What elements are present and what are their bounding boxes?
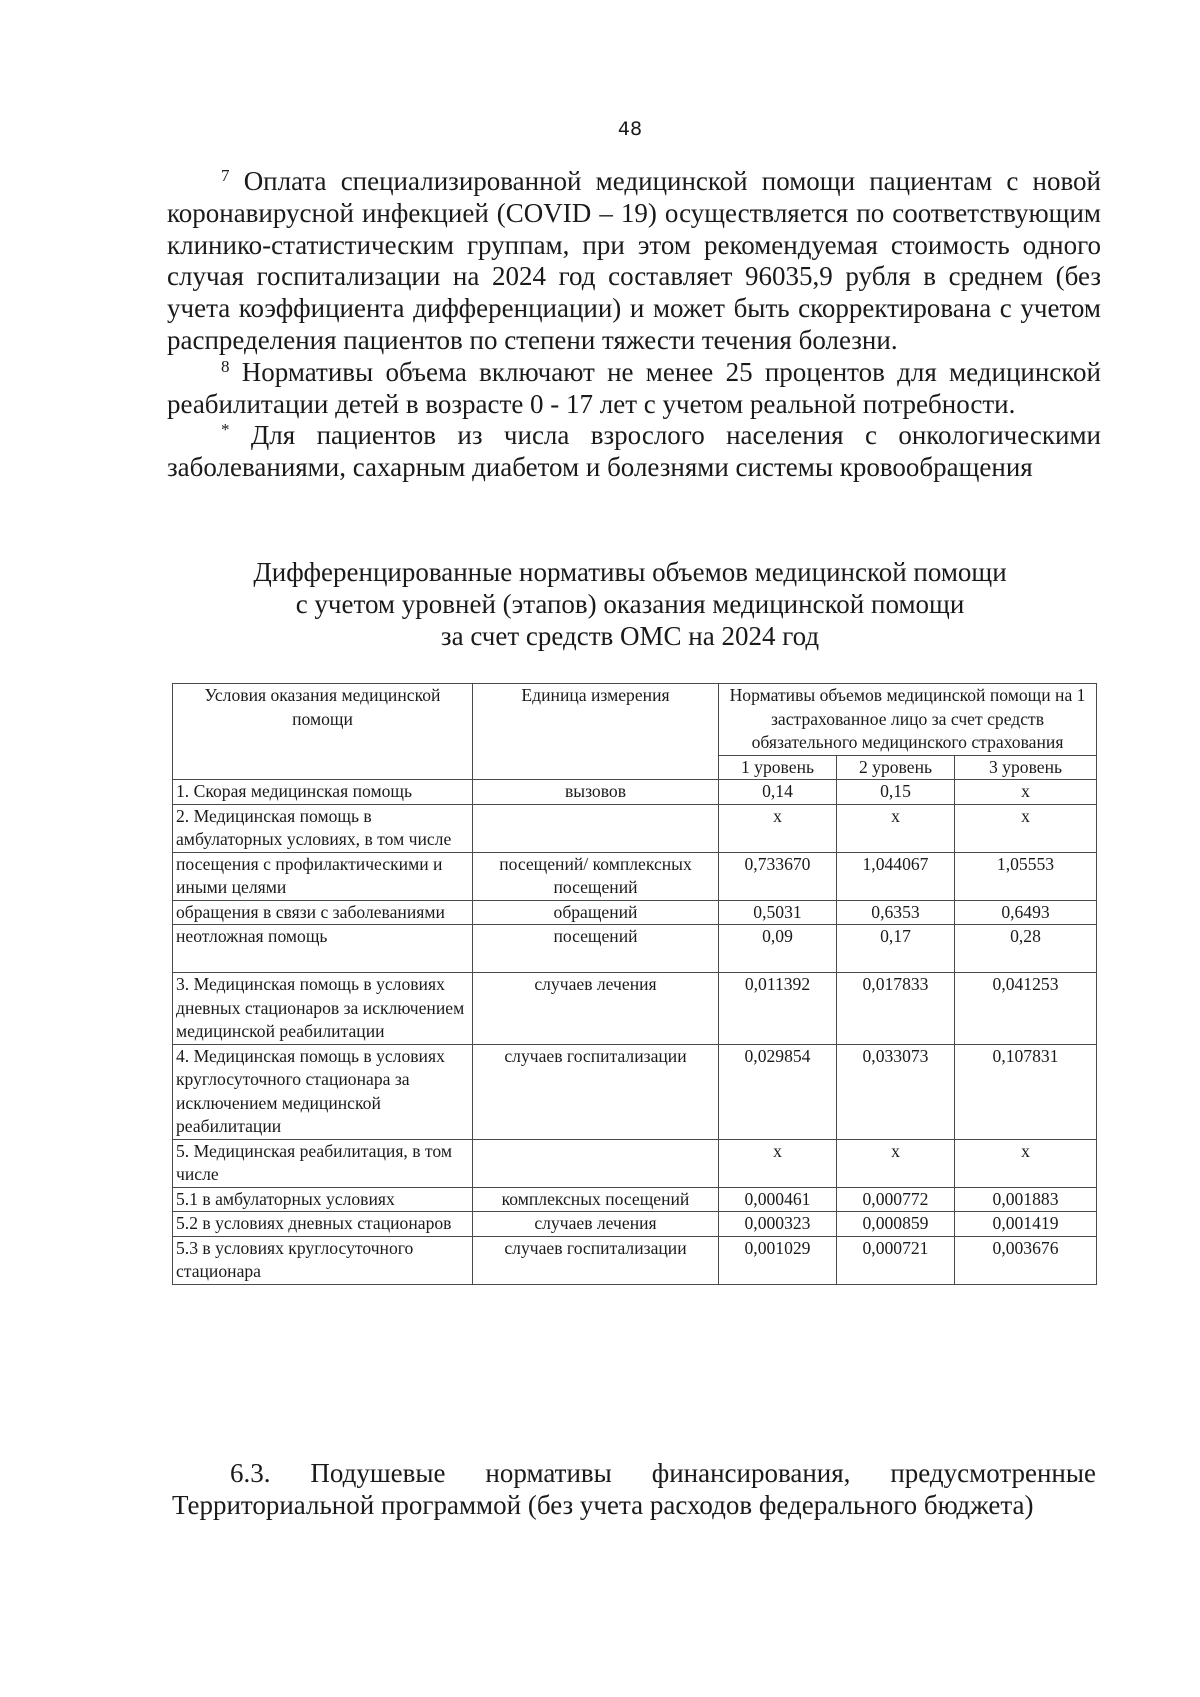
row-level-2: 0,017833 bbox=[837, 973, 955, 1045]
row-name: 1. Скорая медицинская помощь bbox=[173, 780, 473, 805]
row-level-3: х bbox=[955, 780, 1097, 805]
row-name: 5. Медицинская реабилитация, в том числе bbox=[173, 1139, 473, 1187]
row-level-2: 0,15 bbox=[837, 780, 955, 805]
table-row bbox=[173, 973, 1097, 1045]
caption-line: за счет средств ОМС на 2024 год bbox=[440, 621, 820, 651]
row-level-3: 1,05553 bbox=[955, 852, 1097, 900]
caption-line: с учетом уровней (этапов) оказания медицинской помощи bbox=[295, 589, 965, 619]
row-name: 5.1 в амбулаторных условиях bbox=[173, 1187, 473, 1212]
row-level-2: 0,000772 bbox=[837, 1187, 955, 1212]
table-caption bbox=[180, 556, 1080, 652]
row-level-1: 0,5031 bbox=[719, 900, 837, 925]
footnote-text: Нормативы объема включают не менее 25 процентов для медицинской реабилитации детей в возрасте 0 - 17 лет с учетом реальной потребности. bbox=[167, 356, 1101, 419]
footnote-text: Для пациентов из числа взрослого населения с онкологическими заболеваниями, сахарным диабетом и болезнями системы кровообращения bbox=[167, 420, 1102, 483]
row-level-1: 0,029854 bbox=[719, 1044, 837, 1139]
row-level-3: 0,001883 bbox=[955, 1187, 1097, 1212]
row-level-2: 0,033073 bbox=[837, 1044, 955, 1139]
table-row bbox=[173, 804, 1097, 852]
footnotes bbox=[167, 166, 1101, 484]
row-name: 2. Медицинская помощь в амбулаторных условиях, в том числе bbox=[173, 804, 473, 852]
row-unit: посещений bbox=[473, 925, 719, 973]
caption-line: Дифференцированные нормативы объемов медицинской помощи bbox=[253, 557, 1007, 587]
row-level-1: 0,000461 bbox=[719, 1187, 837, 1212]
heading-line: Территориальной программой (без учета расходов федерального бюджета) bbox=[172, 1489, 1034, 1520]
row-level-1: х bbox=[719, 804, 837, 852]
footnote-7 bbox=[167, 166, 1101, 357]
row-unit: случаев лечения bbox=[473, 973, 719, 1045]
header-norms: Нормативы объемов медицинской помощи на 1 застрахованное лицо за счет средств обязательного медицинского страхования bbox=[719, 684, 1097, 756]
row-name: неотложная помощь bbox=[173, 925, 473, 973]
row-level-1: 0,733670 bbox=[719, 852, 837, 900]
norms-table bbox=[172, 683, 1097, 1285]
row-level-3: х bbox=[955, 804, 1097, 852]
row-level-3: 0,28 bbox=[955, 925, 1097, 973]
row-unit bbox=[473, 1139, 719, 1187]
row-level-1: 0,09 bbox=[719, 925, 837, 973]
footnote-mark: 8 bbox=[221, 356, 230, 376]
footnote-text: Оплата специализированной медицинской помощи пациентам с новой коронавирусной инфекцией (COVID – 19) осуществляется по соответствующим клинико-статистическим группам, при этом рекомендуемая стоимость одного случая госпитализации на 2024 год составляет 96035,9 рубля в среднем (без учета коэффициента дифференциации) и может быть скорректирована с учетом распределения пациентов по степени тяжести течения болезни. bbox=[167, 166, 1102, 355]
row-name: 3. Медицинская помощь в условиях дневных стационаров за исключением медицинской реабилитации bbox=[173, 973, 473, 1045]
row-level-2: 0,6353 bbox=[837, 900, 955, 925]
row-level-2: 1,044067 bbox=[837, 852, 955, 900]
heading-line: 6.3. Подушевые нормативы финансирования, предусмотренные bbox=[230, 1458, 1096, 1488]
footnote-asterisk bbox=[167, 420, 1101, 484]
row-unit: случаев госпитализации bbox=[473, 1236, 719, 1284]
table-row bbox=[173, 1236, 1097, 1284]
row-level-1: 0,14 bbox=[719, 780, 837, 805]
footnote-mark: 7 bbox=[221, 166, 230, 185]
row-level-1: 0,000323 bbox=[719, 1212, 837, 1237]
page-number: 48 bbox=[617, 118, 643, 140]
row-level-2: х bbox=[837, 804, 955, 852]
table-row bbox=[173, 852, 1097, 900]
table-row bbox=[173, 925, 1097, 973]
row-level-2: х bbox=[837, 1139, 955, 1187]
row-level-3: 0,107831 bbox=[955, 1044, 1097, 1139]
table-row bbox=[173, 1139, 1097, 1187]
row-unit: посещений/ комплексных посещений bbox=[473, 852, 719, 900]
row-level-2: 0,000721 bbox=[837, 1236, 955, 1284]
table-row bbox=[173, 1187, 1097, 1212]
row-level-3: 0,041253 bbox=[955, 973, 1097, 1045]
row-level-3: 0,003676 bbox=[955, 1236, 1097, 1284]
section-heading-6-3 bbox=[172, 1458, 1096, 1521]
row-level-3: 0,001419 bbox=[955, 1212, 1097, 1237]
row-unit: случаев лечения bbox=[473, 1212, 719, 1237]
header-level-2: 2 уровень bbox=[837, 755, 955, 780]
row-unit: комплексных посещений bbox=[473, 1187, 719, 1212]
row-name: обращения в связи с заболеваниями bbox=[173, 900, 473, 925]
row-level-1: х bbox=[719, 1139, 837, 1187]
row-level-1: 0,001029 bbox=[719, 1236, 837, 1284]
row-level-3: 0,6493 bbox=[955, 900, 1097, 925]
table-row bbox=[173, 1212, 1097, 1237]
header-unit: Единица измерения bbox=[473, 684, 719, 780]
header-level-1: 1 уровень bbox=[719, 755, 837, 780]
header-conditions: Условия оказания медицинской помощи bbox=[173, 684, 473, 780]
row-unit: случаев госпитализации bbox=[473, 1044, 719, 1139]
row-level-1: 0,011392 bbox=[719, 973, 837, 1045]
footnote-mark: * bbox=[221, 420, 230, 440]
table-row bbox=[173, 1044, 1097, 1139]
row-level-2: 0,000859 bbox=[837, 1212, 955, 1237]
row-name: 4. Медицинская помощь в условиях круглосуточного стационара за исключением медицинской реабилитации bbox=[173, 1044, 473, 1139]
table-row bbox=[173, 900, 1097, 925]
row-name: 5.2 в условиях дневных стационаров bbox=[173, 1212, 473, 1237]
row-unit bbox=[473, 804, 719, 852]
header-level-3: 3 уровень bbox=[955, 755, 1097, 780]
row-level-2: 0,17 bbox=[837, 925, 955, 973]
row-level-3: х bbox=[955, 1139, 1097, 1187]
row-name: 5.3 в условиях круглосуточного стационара bbox=[173, 1236, 473, 1284]
footnote-8 bbox=[167, 357, 1101, 421]
table-header-row bbox=[173, 684, 1097, 756]
row-unit: обращений bbox=[473, 900, 719, 925]
row-name: посещения с профилактическими и иными целями bbox=[173, 852, 473, 900]
row-unit: вызовов bbox=[473, 780, 719, 805]
table-row bbox=[173, 780, 1097, 805]
